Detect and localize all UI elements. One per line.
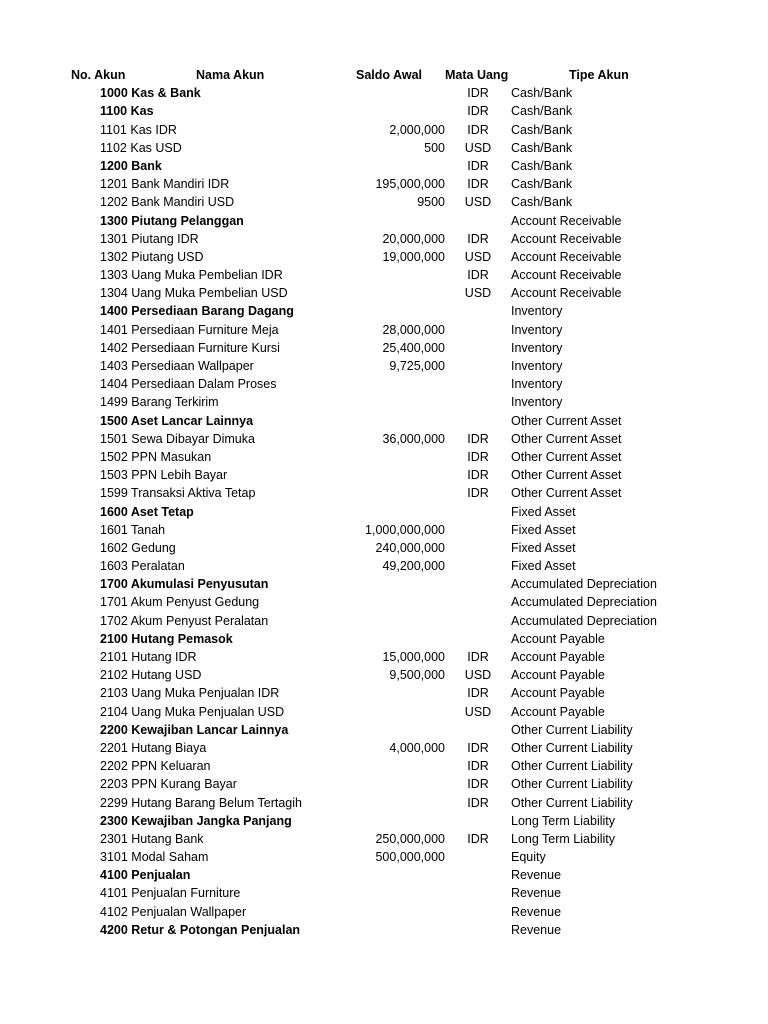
account-cell: 1502 PPN Masukan [100, 449, 212, 464]
saldo-awal-cell: 1,000,000,000 [365, 522, 445, 537]
mata-uang-cell: USD [464, 704, 492, 719]
table-row [0, 593, 768, 611]
account-cell: 1303 Uang Muka Pembelian IDR [100, 268, 283, 283]
tipe-akun-cell: Account Payable [511, 686, 605, 701]
account-cell: 1201 Bank Mandiri IDR [100, 177, 230, 192]
table-row [0, 557, 768, 575]
saldo-awal-cell: 20,000,000 [382, 231, 445, 246]
account-cell: 2203 PPN Kurang Bayar [100, 777, 237, 792]
table-row [0, 539, 768, 557]
table-row [0, 575, 768, 593]
table-body [0, 84, 768, 939]
table-row [0, 430, 768, 448]
account-cell: 1000 Kas & Bank [100, 86, 201, 101]
tipe-akun-cell: Account Payable [511, 668, 605, 683]
account-cell: 2101 Hutang IDR [100, 650, 197, 664]
table-row [0, 139, 768, 157]
table-row [0, 739, 768, 757]
tipe-akun-cell: Accumulated Depreciation [511, 577, 657, 592]
saldo-awal-cell: 9,500,000 [389, 668, 445, 683]
mata-uang-cell: IDR [467, 831, 489, 846]
saldo-awal-cell: 240,000,000 [375, 540, 445, 555]
account-cell: 2200 Kewajiban Lancar Lainnya [100, 722, 289, 737]
account-cell: 3101 Modal Saham [100, 850, 209, 865]
mata-uang-cell: USD [464, 668, 492, 683]
table-row [0, 612, 768, 630]
account-cell: 1300 Piutang Pelanggan [100, 213, 244, 228]
account-cell: 4101 Penjualan Furniture [100, 886, 241, 901]
table-row [0, 812, 768, 830]
table-row [0, 466, 768, 484]
table-row [0, 830, 768, 848]
tipe-akun-cell: Inventory [511, 304, 563, 319]
tipe-akun-cell: Other Current Asset [511, 413, 622, 428]
mata-uang-cell: IDR [467, 686, 489, 701]
mata-uang-cell: IDR [467, 795, 489, 810]
chart-of-accounts-table [0, 66, 768, 939]
account-cell: 1400 Persediaan Barang Dagang [100, 304, 294, 319]
account-cell: 1499 Barang Terkirim [100, 395, 219, 410]
table-row [0, 794, 768, 812]
tipe-akun-cell: Cash/Bank [511, 122, 573, 137]
mata-uang-cell: IDR [467, 777, 489, 792]
tipe-akun-cell: Cash/Bank [511, 104, 573, 119]
account-cell: 4200 Retur & Potongan Penjualan [100, 922, 301, 937]
mata-uang-cell: IDR [467, 231, 489, 246]
account-cell: 1301 Piutang IDR [100, 231, 199, 246]
saldo-awal-cell: 9500 [417, 195, 445, 210]
table-row [0, 357, 768, 375]
tipe-akun-cell: Long Term Liability [511, 831, 615, 846]
table-row [0, 230, 768, 248]
saldo-awal-cell: 4,000,000 [389, 740, 445, 755]
account-cell: 1202 Bank Mandiri USD [100, 195, 235, 210]
table-row [0, 448, 768, 466]
tipe-akun-cell: Cash/Bank [511, 158, 573, 173]
mata-uang-cell: USD [464, 140, 492, 155]
mata-uang-cell: IDR [467, 177, 489, 192]
table-row [0, 266, 768, 284]
mata-uang-cell: IDR [467, 468, 489, 483]
table-row [0, 157, 768, 175]
header-tipe-akun: Tipe Akun [569, 68, 629, 82]
tipe-akun-cell: Accumulated Depreciation [511, 595, 657, 610]
table-row [0, 175, 768, 193]
table-row [0, 193, 768, 211]
account-cell: 1404 Persediaan Dalam Proses [100, 377, 277, 392]
tipe-akun-cell: Revenue [511, 886, 562, 901]
account-cell: 1100 Kas [100, 104, 154, 119]
table-row [0, 503, 768, 521]
tipe-akun-cell: Account Receivable [511, 268, 622, 283]
account-cell: 2104 Uang Muka Penjualan USD [100, 704, 285, 719]
account-cell: 2299 Hutang Barang Belum Tertagih [100, 795, 302, 810]
table-row [0, 921, 768, 939]
saldo-awal-cell: 195,000,000 [375, 177, 445, 192]
tipe-akun-cell: Fixed Asset [511, 540, 576, 555]
account-cell: 1601 Tanah [100, 522, 166, 537]
header-nama-akun: Nama Akun [196, 68, 265, 82]
table-row [0, 84, 768, 102]
tipe-akun-cell: Fixed Asset [511, 522, 576, 537]
table-row [0, 630, 768, 648]
saldo-awal-cell: 2,000,000 [389, 122, 445, 137]
tipe-akun-cell: Cash/Bank [511, 140, 573, 155]
table-row [0, 666, 768, 684]
account-cell: 1500 Aset Lancar Lainnya [100, 413, 254, 428]
saldo-awal-cell: 9,725,000 [389, 359, 445, 373]
account-cell: 1101 Kas IDR [100, 122, 177, 137]
account-cell: 2301 Hutang Bank [100, 831, 204, 846]
account-cell: 2103 Uang Muka Penjualan IDR [100, 686, 280, 701]
table-row [0, 102, 768, 120]
tipe-akun-cell: Account Payable [511, 704, 605, 719]
account-cell: 1102 Kas USD [100, 140, 182, 155]
tipe-akun-cell: Accumulated Depreciation [511, 613, 657, 628]
tipe-akun-cell: Other Current Liability [511, 722, 633, 737]
mata-uang-cell: IDR [467, 104, 489, 119]
table-row [0, 721, 768, 739]
table-row [0, 521, 768, 539]
account-cell: 1401 Persediaan Furniture Meja [100, 322, 279, 337]
mata-uang-cell: IDR [467, 449, 489, 464]
tipe-akun-cell: Account Receivable [511, 213, 622, 228]
saldo-awal-cell: 500 [424, 140, 445, 155]
header-no-akun: No. Akun [71, 68, 126, 82]
table-row [0, 302, 768, 320]
account-cell: 1599 Transaksi Aktiva Tetap [100, 486, 256, 501]
tipe-akun-cell: Other Current Asset [511, 449, 622, 464]
table-row [0, 121, 768, 139]
tipe-akun-cell: Account Payable [511, 650, 605, 664]
saldo-awal-cell: 36,000,000 [382, 431, 445, 446]
saldo-awal-cell: 15,000,000 [382, 650, 445, 664]
tipe-akun-cell: Other Current Liability [511, 740, 633, 755]
saldo-awal-cell: 500,000,000 [375, 850, 445, 865]
mata-uang-cell: IDR [467, 740, 489, 755]
saldo-awal-cell: 49,200,000 [382, 559, 445, 574]
table-row [0, 375, 768, 393]
table-header [0, 66, 768, 84]
table-row [0, 848, 768, 866]
account-cell: 2100 Hutang Pemasok [100, 631, 233, 646]
table-row [0, 866, 768, 884]
mata-uang-cell: IDR [467, 431, 489, 446]
saldo-awal-cell: 25,400,000 [382, 340, 445, 355]
mata-uang-cell: IDR [467, 759, 489, 774]
account-cell: 4100 Penjualan [100, 868, 191, 883]
header-mata-uang: Mata Uang [445, 68, 509, 82]
table-row [0, 339, 768, 357]
saldo-awal-cell: 250,000,000 [375, 831, 445, 846]
mata-uang-cell: USD [464, 195, 492, 210]
account-cell: 1200 Bank [100, 158, 162, 173]
tipe-akun-cell: Fixed Asset [511, 504, 576, 519]
saldo-awal-cell: 19,000,000 [382, 249, 445, 264]
account-cell: 1403 Persediaan Wallpaper [100, 359, 254, 373]
tipe-akun-cell: Other Current Liability [511, 777, 633, 792]
tipe-akun-cell: Account Receivable [511, 249, 622, 264]
table-row [0, 684, 768, 702]
account-cell: 1603 Peralatan [100, 559, 185, 574]
account-cell: 1503 PPN Lebih Bayar [100, 468, 228, 483]
tipe-akun-cell: Other Current Liability [511, 759, 633, 774]
account-cell: 1600 Aset Tetap [100, 504, 194, 519]
tipe-akun-cell: Cash/Bank [511, 177, 573, 192]
tipe-akun-cell: Other Current Liability [511, 795, 633, 810]
mata-uang-cell: IDR [467, 158, 489, 173]
tipe-akun-cell: Other Current Asset [511, 431, 622, 446]
mata-uang-cell: IDR [467, 650, 489, 664]
account-cell: 4102 Penjualan Wallpaper [100, 904, 247, 919]
tipe-akun-cell: Other Current Asset [511, 486, 622, 501]
account-cell: 1702 Akum Penyust Peralatan [100, 613, 269, 628]
account-cell: 2202 PPN Keluaran [100, 759, 211, 774]
account-cell: 2102 Hutang USD [100, 668, 202, 683]
header-saldo-awal: Saldo Awal [356, 68, 422, 82]
table-row [0, 757, 768, 775]
account-cell: 1304 Uang Muka Pembelian USD [100, 286, 288, 301]
tipe-akun-cell: Inventory [511, 340, 563, 355]
mata-uang-cell: IDR [467, 486, 489, 501]
table-row [0, 484, 768, 502]
mata-uang-cell: IDR [467, 122, 489, 137]
table-row [0, 775, 768, 793]
table-row [0, 284, 768, 302]
tipe-akun-cell: Account Payable [511, 631, 605, 646]
tipe-akun-cell: Other Current Asset [511, 468, 622, 483]
table-row [0, 703, 768, 721]
tipe-akun-cell: Inventory [511, 377, 563, 392]
tipe-akun-cell: Inventory [511, 322, 563, 337]
saldo-awal-cell: 28,000,000 [382, 322, 445, 337]
table-row [0, 648, 768, 666]
mata-uang-cell: USD [464, 249, 492, 264]
tipe-akun-cell: Long Term Liability [511, 813, 615, 828]
tipe-akun-cell: Revenue [511, 922, 562, 937]
account-cell: 1700 Akumulasi Penyusutan [100, 577, 269, 592]
tipe-akun-cell: Revenue [511, 904, 562, 919]
tipe-akun-cell: Equity [511, 850, 546, 865]
tipe-akun-cell: Cash/Bank [511, 195, 573, 210]
table-row [0, 884, 768, 902]
account-cell: 1602 Gedung [100, 540, 176, 555]
account-cell: 1701 Akum Penyust Gedung [100, 595, 260, 610]
account-cell: 2201 Hutang Biaya [100, 740, 207, 755]
account-cell: 1402 Persediaan Furniture Kursi [100, 340, 280, 355]
account-cell: 1302 Piutang USD [100, 249, 204, 264]
table-row [0, 321, 768, 339]
tipe-akun-cell: Account Receivable [511, 231, 622, 246]
tipe-akun-cell: Inventory [511, 395, 563, 410]
tipe-akun-cell: Inventory [511, 359, 563, 373]
account-cell: 1501 Sewa Dibayar Dimuka [100, 431, 255, 446]
mata-uang-cell: IDR [467, 268, 489, 283]
table-row [0, 903, 768, 921]
mata-uang-cell: USD [464, 286, 492, 301]
tipe-akun-cell: Revenue [511, 868, 562, 883]
tipe-akun-cell: Account Receivable [511, 286, 622, 301]
tipe-akun-cell: Fixed Asset [511, 559, 576, 574]
table-row [0, 393, 768, 411]
tipe-akun-cell: Cash/Bank [511, 86, 573, 101]
account-cell: 2300 Kewajiban Jangka Panjang [100, 813, 292, 828]
table-row [0, 212, 768, 230]
table-row [0, 248, 768, 266]
table-row [0, 412, 768, 430]
mata-uang-cell: IDR [467, 86, 489, 101]
